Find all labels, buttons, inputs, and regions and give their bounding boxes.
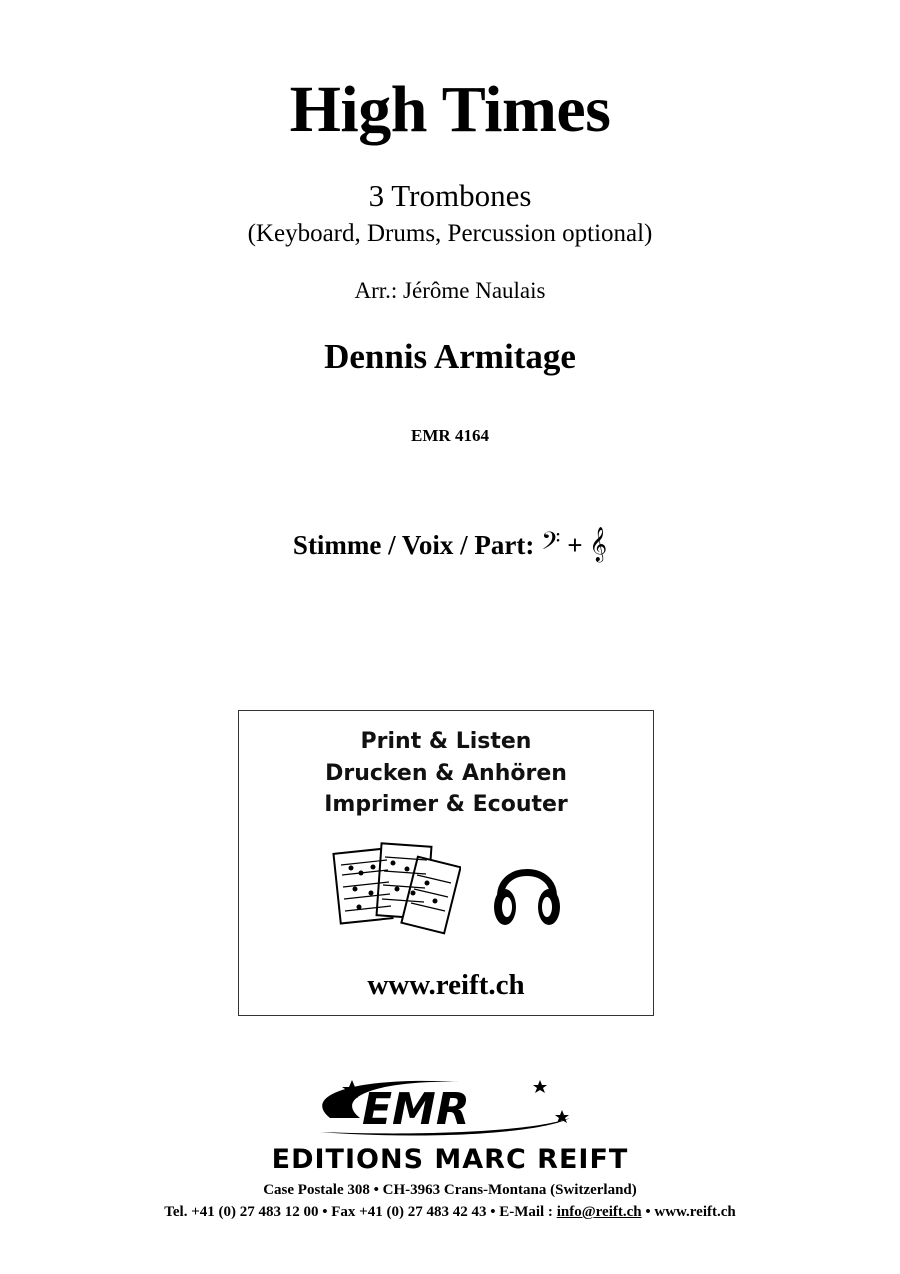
logo-text: EMR: [362, 1084, 470, 1135]
contact-phone-fax: Tel. +41 (0) 27 483 12 00 • Fax +41 (0) 27 483 42 43 • E-Mail :: [164, 1204, 553, 1220]
publisher-address: Case Postale 308 • CH-3963 Crans-Montana (Switzerland): [263, 1182, 637, 1198]
subtitle: 3 Trombones: [368, 178, 532, 213]
publisher-name: EDITIONS MARC REIFT: [271, 1144, 629, 1175]
catalog-number: EMR 4164: [411, 426, 489, 445]
sheet-music-icon: [331, 841, 461, 941]
promo-line-german: Drucken & Anhören: [325, 761, 567, 786]
promo-url: www.reift.ch: [367, 969, 525, 1001]
email-link[interactable]: info@reift.ch: [556, 1204, 642, 1220]
treble-clef-icon: 𝄞: [589, 527, 608, 562]
arranger: Arr.: Jérôme Naulais: [354, 278, 546, 303]
title: High Times: [289, 73, 611, 146]
headphones-icon: [491, 849, 563, 931]
promo-line-english: Print & Listen: [360, 729, 532, 754]
contact-website[interactable]: • www.reift.ch: [645, 1204, 736, 1220]
part-plus: +: [567, 530, 583, 560]
instrument-note: (Keyboard, Drums, Percussion optional): [247, 220, 653, 247]
publisher-contact: [0, 1204, 900, 1221]
part-line: [0, 527, 900, 562]
print-listen-box: [238, 710, 654, 1016]
bass-clef-icon: 𝄢: [541, 527, 561, 562]
part-label: Stimme / Voix / Part:: [292, 530, 535, 560]
promo-line-french: Imprimer & Ecouter: [324, 792, 568, 817]
composer: Dennis Armitage: [324, 337, 576, 376]
emr-logo: [300, 1074, 590, 1140]
